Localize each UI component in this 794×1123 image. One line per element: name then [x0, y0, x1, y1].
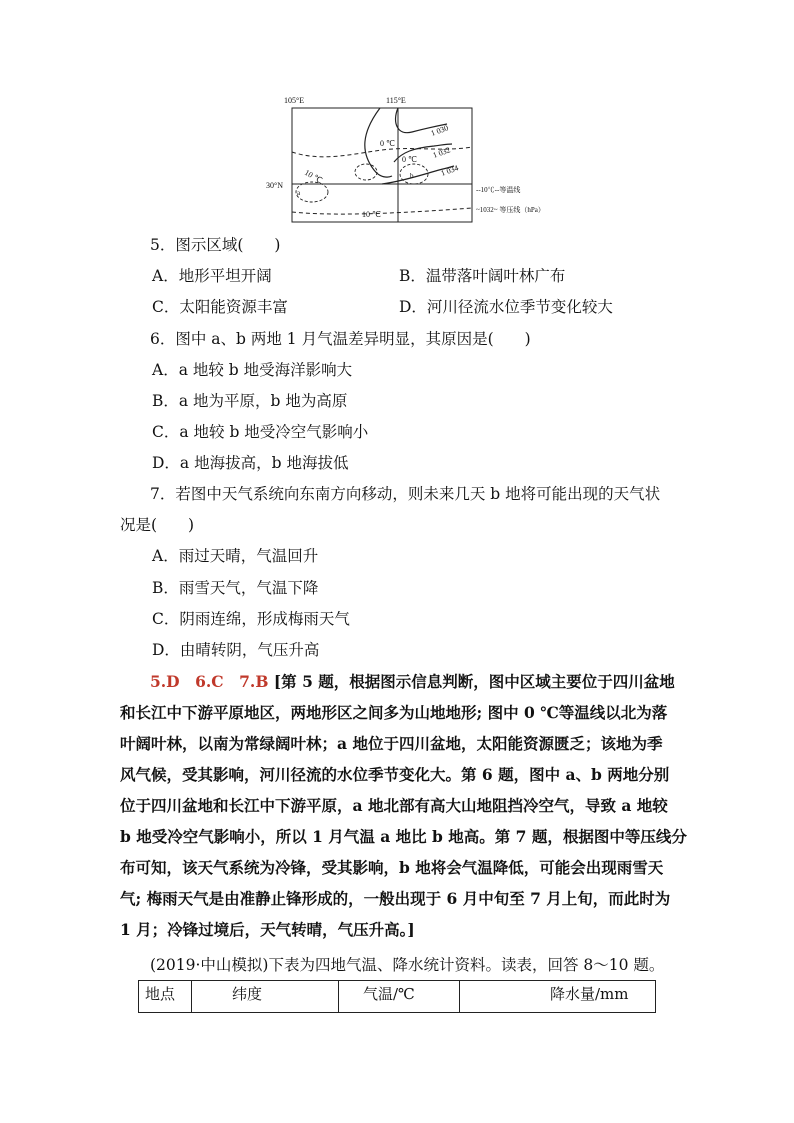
answer-line-3: 叶阔叶林，以南为常绿阔叶林；a 地位于四川盆地，太阳能资源匮乏；该地为季	[120, 734, 663, 753]
answer-line-5: 位于四川盆地和长江中下游平原，a 地北部有高大山地阻挡冷空气，导致 a 地较	[120, 796, 668, 815]
answer-line-2: 和长江中下游平原地区，两地形区之间多为山地地形; 图中 0 ℃等温线以北为落	[120, 703, 668, 722]
lon-left-label: 105°E	[284, 96, 305, 105]
question-7-stem-line1: 7．若图中天气系统向东南方向移动，则未来几天 b 地将可能出现的天气状	[150, 485, 661, 503]
table-intro: (2019·中山模拟)下表为四地气温、降水统计资料。读表，回答 8～10 题。	[150, 956, 665, 974]
isotherm-10-label-a: 10 ℃	[303, 167, 324, 186]
answer-line-1	[120, 671, 680, 702]
answer-text-1: [第 5 题，根据图示信息判断，图中区域主要位于四川盆地	[273, 672, 675, 691]
isobar-1032-label: 1 032	[431, 145, 452, 160]
weather-map-svg	[262, 92, 562, 224]
answer-explanation	[120, 671, 687, 950]
q5-option-a: A．地形平坦开阔	[152, 267, 272, 285]
lat-label: 30°N	[266, 181, 283, 190]
contour-mid-ellipse	[355, 164, 377, 180]
isobar-1030-label: 1 030	[429, 123, 450, 138]
q6-option-b: B．a 地为平原，b 地为高原	[152, 392, 348, 410]
q7-option-b: B．雨雪天气，气温下降	[152, 579, 319, 597]
q6-option-a: A．a 地较 b 地受海洋影响大	[152, 361, 353, 379]
table-header-precipitation: 降水量/mm	[460, 981, 656, 1013]
q7-option-a: A．雨过天晴，气温回升	[152, 547, 319, 565]
answer-line-7: 布可知，该天气系统为冷锋，受其影响，b 地将会气温降低，可能会出现雨雪天	[120, 858, 664, 877]
q7-option-c: C．阴雨连绵，形成梅雨天气	[152, 610, 350, 628]
answer-line-8: 气; 梅雨天气是由准静止锋形成的，一般出现于 6 月中旬至 7 月上旬，而此时为	[120, 889, 671, 908]
answer-line-4: 风气候，受其影响，河川径流的水位季节变化大。第 6 题，图中 a、b 两地分别	[120, 765, 670, 784]
contour-a-ellipse	[296, 182, 328, 202]
isotherm-0-label-b: 0 ℃	[402, 155, 417, 164]
point-a-label: a	[297, 189, 301, 197]
q5-option-d: D．河川径流水位季节变化较大	[399, 298, 613, 316]
q6-option-d: D．a 地海拔高，b 地海拔低	[152, 454, 349, 472]
question-7-stem-line2: 况是( )	[120, 516, 195, 534]
table-header-temperature: 气温/℃	[339, 981, 460, 1013]
answer-keys: 5.D 6.C 7.B	[150, 672, 269, 691]
isotherm-10-line	[292, 208, 472, 214]
isotherm-0-label-a: 0 ℃	[380, 139, 395, 148]
table-header-location: 地点	[139, 981, 192, 1013]
q5-option-b: B．温带落叶阔叶林广布	[399, 267, 566, 285]
question-6-stem: 6．图中 a、b 两地 1 月气温差异明显，其原因是( )	[150, 330, 531, 348]
question-5-stem: 5．图示区域( )	[150, 236, 281, 254]
answer-line-6: b 地受冷空气影响小，所以 1 月气温 a 地比 b 地高。第 7 题，根据图中等压线分	[120, 827, 687, 846]
weather-map-figure	[262, 92, 562, 224]
isobar-1034-label: 1 034	[439, 163, 460, 178]
point-b-label: b	[410, 172, 414, 180]
climate-data-table	[138, 980, 656, 1013]
q5-option-c: C．太阳能资源丰富	[152, 298, 288, 316]
q6-option-c: C．a 地较 b 地受冷空气影响小	[152, 423, 369, 441]
lon-right-label: 115°E	[386, 96, 406, 105]
legend-isotherm: --10℃--等温线	[476, 186, 521, 194]
table-header-latitude: 纬度	[192, 981, 339, 1013]
table-header-row	[139, 981, 656, 1013]
legend-isobar: ~1032~ 等压线（hPa）	[476, 206, 545, 214]
answer-line-9: 1 月；冷锋过境后，天气转晴，气压升高。]	[120, 920, 415, 939]
isotherm-10-label-b: 10 ℃	[362, 210, 381, 219]
q7-option-d: D．由晴转阴，气压升高	[152, 641, 320, 659]
